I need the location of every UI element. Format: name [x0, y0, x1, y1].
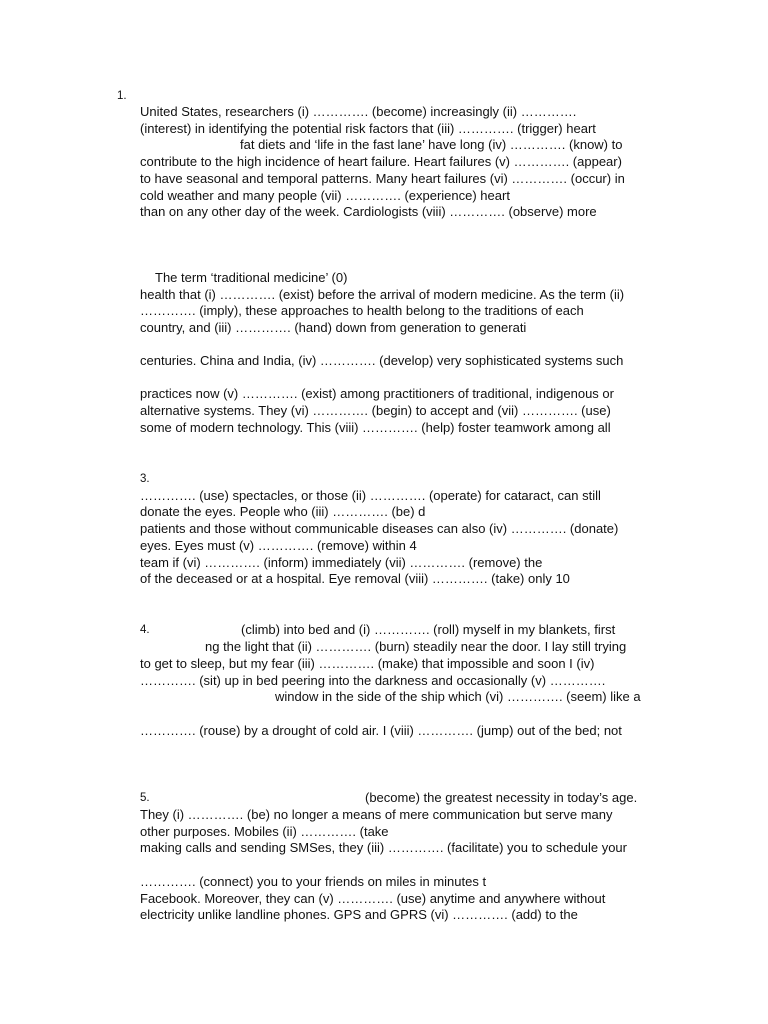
exercise-line: team if (vi) …………. (inform) immediately (vii) …………. (remove) the: [140, 555, 543, 570]
exercise-line: …………. (connect) you to your friends on miles in minutes t: [140, 874, 487, 889]
exercise-line: window in the side of the ship which (vi) …………. (seem) like a: [275, 689, 641, 704]
exercise-line: …………. (imply), these approaches to health belong to the traditions of each: [140, 303, 584, 318]
exercise-line: …………. (rouse) by a drought of cold air. I (viii) …………. (jump) out of the bed; not: [140, 723, 622, 738]
exercise-line: country, and (iii) …………. (hand) down from generation to generati: [140, 320, 527, 335]
exercise-line: …………. (use) spectacles, or those (ii) …………. (operate) for cataract, can still: [140, 488, 601, 503]
exercise-line: than on any other day of the week. Cardiologists (viii) …………. (observe) more: [140, 204, 597, 219]
exercise-line: patients and those without communicable diseases can also (iv) …………. (donate): [140, 521, 619, 536]
exercise-line: eyes. Eyes must (v) …………. (remove) within 4: [140, 538, 417, 553]
exercise-line: to have seasonal and temporal patterns. Many heart failures (vi) …………. (occur) in: [140, 171, 625, 186]
exercise-number: 5.: [140, 792, 150, 804]
exercise-line: electricity unlike landline phones. GPS and GPRS (vi) …………. (add) to the: [140, 907, 578, 922]
exercise-line: The term ‘traditional medicine’ (0): [155, 270, 348, 285]
exercise-line: United States, researchers (i) …………. (become) increasingly (ii) ………….: [140, 104, 577, 119]
exercise-line: (climb) into bed and (i) …………. (roll) myself in my blankets, first: [241, 622, 616, 637]
exercise-line: They (i) …………. (be) no longer a means of mere communication but serve many: [140, 807, 613, 822]
exercise-line: centuries. China and India, (iv) …………. (develop) very sophisticated systems such: [140, 353, 624, 368]
exercise-line: to get to sleep, but my fear (iii) …………. (make) that impossible and soon I (iv): [140, 656, 595, 671]
exercise-line: cold weather and many people (vii) …………. (experience) heart: [140, 188, 510, 203]
exercise-line: contribute to the high incidence of heart failure. Heart failures (v) …………. (appear): [140, 154, 622, 169]
exercise-line: donate the eyes. People who (iii) …………. (be) d: [140, 504, 426, 519]
exercise-number: 4.: [140, 624, 150, 636]
exercise-line: Facebook. Moreover, they can (v) …………. (use) anytime and anywhere without: [140, 891, 606, 906]
exercise-line: (become) the greatest necessity in today’s age.: [365, 790, 638, 805]
exercise-number: 3.: [140, 473, 150, 485]
exercise-number: 1.: [117, 90, 127, 102]
exercise-line: alternative systems. They (vi) …………. (begin) to accept and (vii) …………. (use): [140, 403, 611, 418]
exercise-line: making calls and sending SMSes, they (iii) …………. (facilitate) you to schedule your: [140, 840, 627, 855]
exercise-line: other purposes. Mobiles (ii) …………. (take: [140, 824, 389, 839]
exercise-line: some of modern technology. This (viii) …………. (help) foster teamwork among all: [140, 420, 611, 435]
exercise-line: fat diets and ‘life in the fast lane’ have long (iv) …………. (know) to: [240, 137, 623, 152]
exercise-line: …………. (sit) up in bed peering into the darkness and occasionally (v) ………….: [140, 673, 606, 688]
exercise-line: practices now (v) …………. (exist) among practitioners of traditional, indigenous or: [140, 386, 614, 401]
exercise-line: ng the light that (ii) …………. (burn) steadily near the door. I lay still trying: [205, 639, 627, 654]
exercise-line: (interest) in identifying the potential risk factors that (iii) …………. (trigger) heart: [140, 121, 596, 136]
exercise-line: health that (i) …………. (exist) before the arrival of modern medicine. As the term (ii): [140, 287, 625, 302]
exercise-line: of the deceased or at a hospital. Eye removal (viii) …………. (take) only 10: [140, 571, 570, 586]
